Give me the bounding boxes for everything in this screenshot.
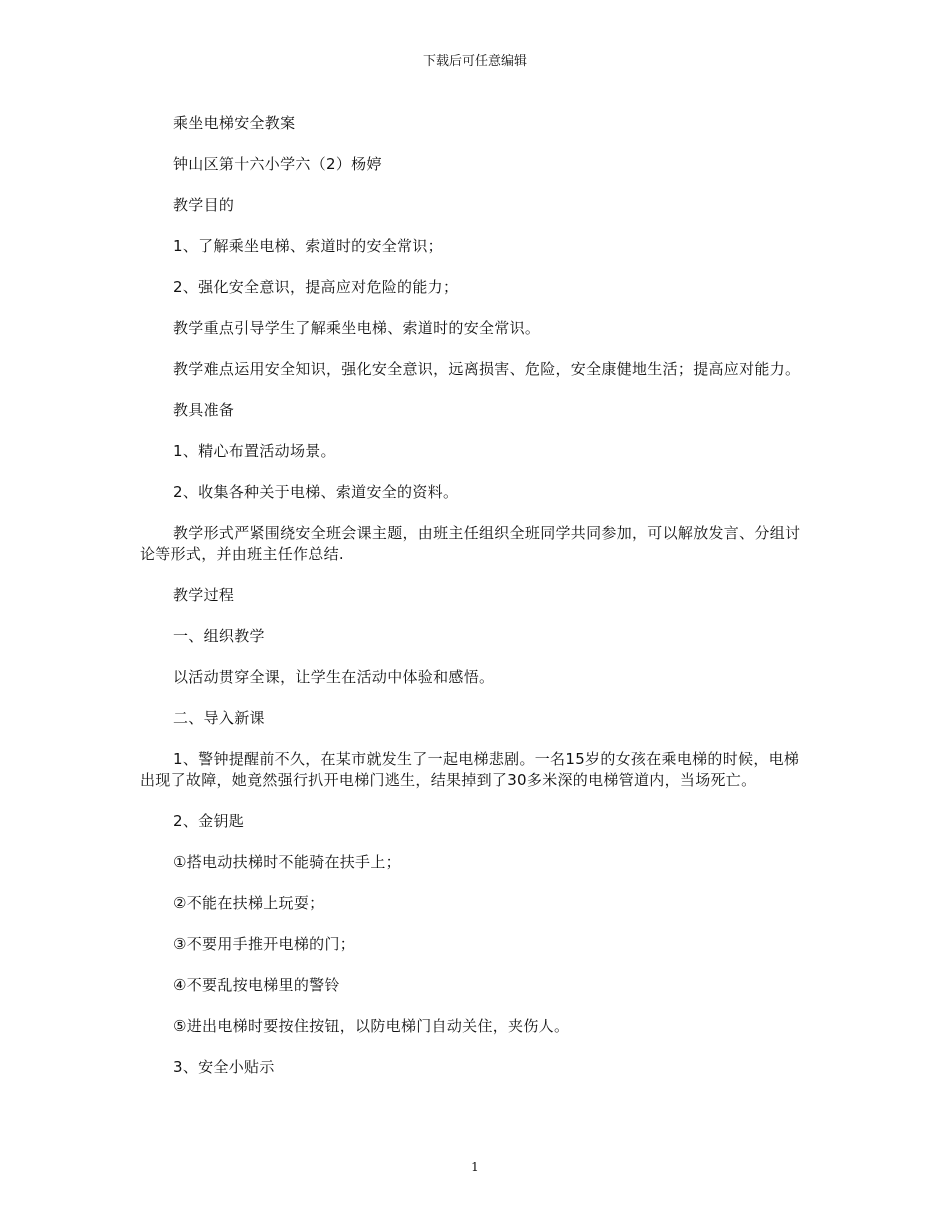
list-item: 1、了解乘坐电梯、索道时的安全常识； [173,237,443,255]
paragraph: 教学难点运用安全知识，强化安全意识，远离损害、危险，安全康健地生活；提高应对能力。 [173,360,801,378]
paragraph: 教学重点引导学生了解乘坐电梯、索道时的安全常识。 [173,319,541,337]
list-item: ③不要用手推开电梯的门； [173,935,356,953]
subsection-heading: 一、组织教学 [173,627,265,645]
list-item: ⑤进出电梯时要按住按钮，以防电梯门自动关住，夹伤人。 [173,1017,570,1035]
list-item: 1、精心布置活动场景。 [173,442,336,460]
list-item: 2、强化安全意识，提高应对危险的能力； [173,278,459,296]
paragraph: 1、警钟提醒前不久，在某市就发生了一起电梯悲剧。一名15岁的女孩在乘电梯的时候，电梯出现了故障，她竟然强行扒开电梯门逃生，结果掉到了30多米深的电梯管道内，当场死亡。 [140,750,800,789]
page-number: 1 [471,1160,479,1174]
paragraph: 教学形式严紧围绕安全班会课主题，由班主任组织全班同学共同参加，可以解放发言、分组讨论等形式，并由班主任作总结. [140,524,801,563]
section-heading: 教学过程 [173,586,235,604]
section-heading: 教学目的 [173,196,235,214]
list-item: ①搭电动扶梯时不能骑在扶手上； [173,853,401,871]
subsection-heading: 二、导入新课 [173,709,265,727]
author-line: 钟山区第十六小学六（2）杨婷 [173,155,382,173]
paragraph: 以活动贯穿全课，让学生在活动中体验和感悟。 [173,668,495,686]
section-heading: 教具准备 [173,401,235,419]
document-body [140,113,810,1098]
page-header: 下载后可任意编辑 [422,54,527,69]
list-item: ④不要乱按电梯里的警铃 [173,976,340,994]
list-item: ②不能在扶梯上玩耍； [173,894,325,912]
list-item: 3、安全小贴示 [173,1058,275,1076]
list-item: 2、收集各种关于电梯、索道安全的资料。 [173,483,459,501]
list-item: 2、金钥匙 [173,812,245,830]
document-title: 乘坐电梯安全教案 [173,114,296,132]
